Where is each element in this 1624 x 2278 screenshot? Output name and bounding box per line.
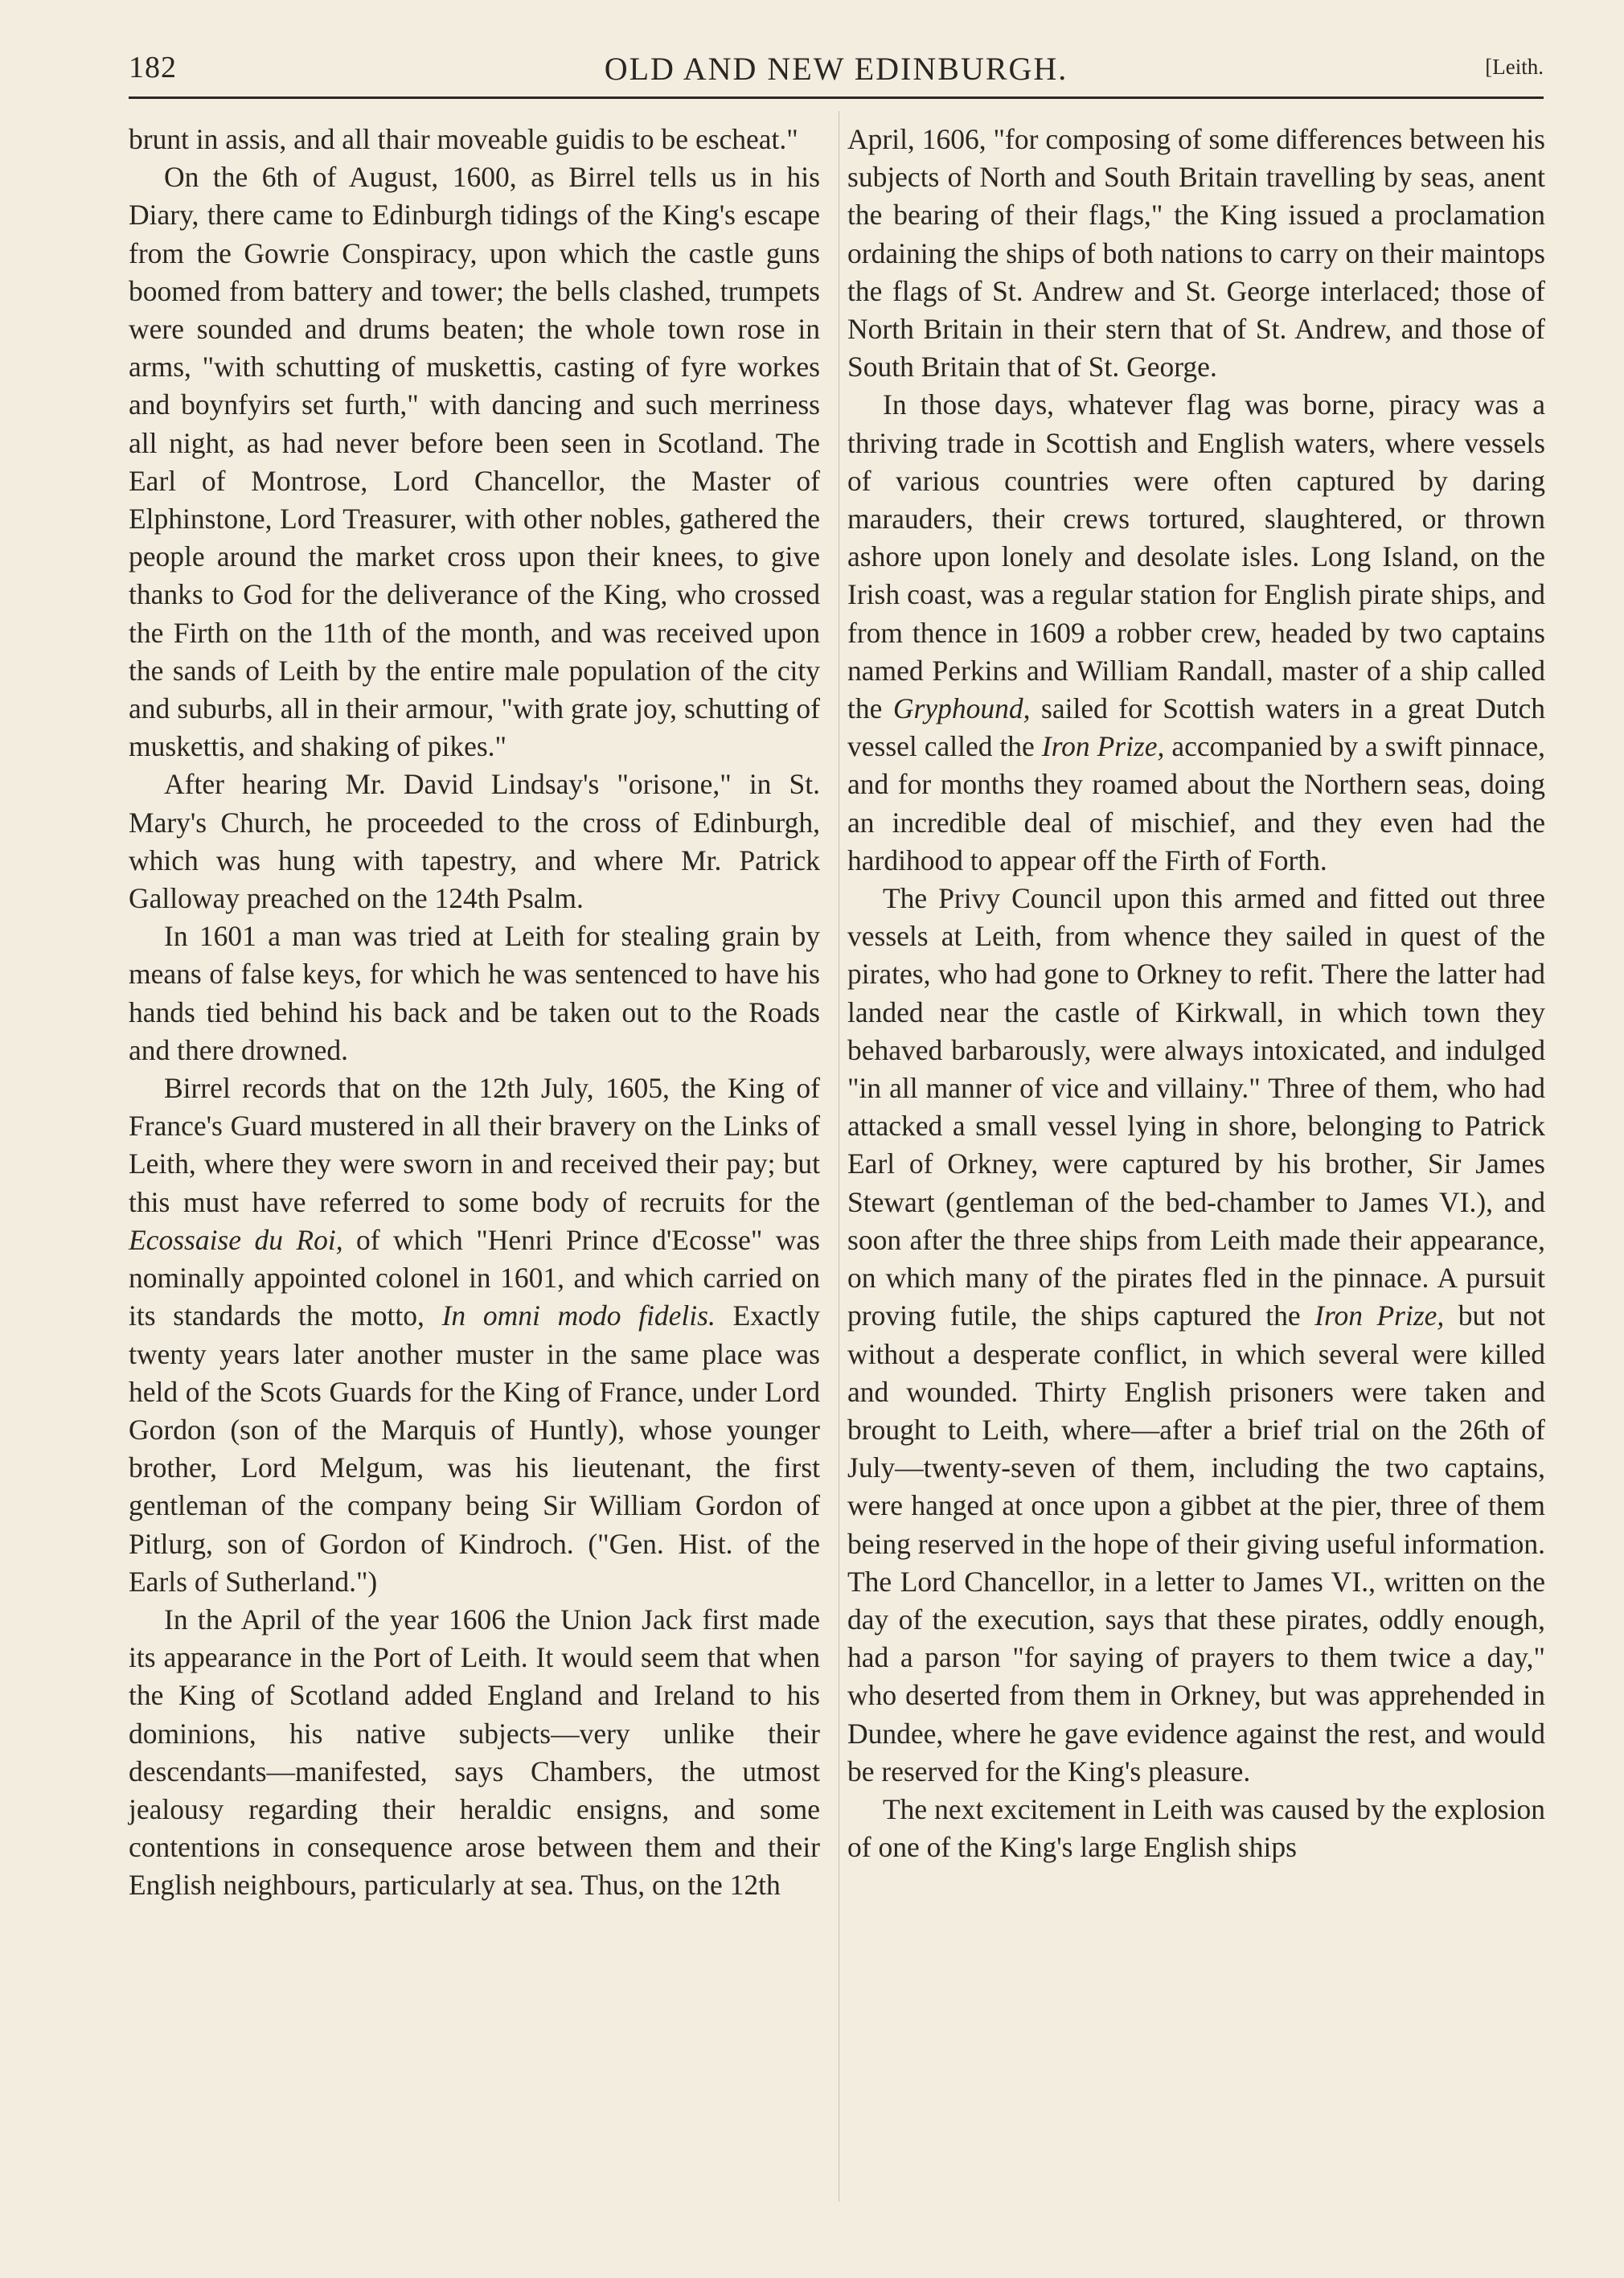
- paragraph: [847, 880, 1545, 1791]
- paragraph: April, 1606, "for composing of some differences between his subjects of North and South Britain travelling by seas, anent the bearing of their flags," the King issued a proclamation ordaining the ships of both nations to carry on their maintops the flags of St. Andrew and St. George interlaced; those of North Britain in their stern that of St. Andrew, and those of South Britain that of St. George.: [847, 123, 1545, 384]
- text-run: of which "Henri Prince d'Ecosse" was nominally appointed colonel in 1601, and which carried on its standards the motto,: [129, 1223, 821, 1332]
- paragraph: [847, 386, 1545, 880]
- page-header: [129, 50, 1544, 98]
- text-run: Birrel records that on the 12th July, 1605, the King of France's Guard mustered in all their bravery on the Links of Leith, where they were sworn in and received their pay; but this must have referred to some body of recruits for the: [129, 1072, 820, 1218]
- paragraph: brunt in assis, and all thair moveable guidis to be escheat.": [129, 123, 798, 155]
- text-run: but not without a desperate conflict, in which several were killed and wounded. Thirty English prisoners were taken and brought to Leith, where—after a brief trial on the 26th of July—twenty-seven of them, including the two captains, were hanged at once upon a gibbet at the pier, three of them being reserved in the hope of their giving useful information. The Lord Chancellor, in a letter to James VI., written on the day of the execution, says that these pirates, oddly enough, had a parson "for saying of prayers to them twice a day," who deserted from them in Orkney, but was apprehended in Dundee, where he gave evidence against the rest, and would be reserved for the King's pleasure.: [847, 1299, 1545, 1788]
- paragraph: In the April of the year 1606 the Union Jack first made its appearance in the Port of Leith. It would seem that when the King of Scotland added England and Ireland to his dominions, his native subjects—very unlike their descendants—manifested, says Chambers, the utmost jealousy regarding their heraldic ensigns, and some contentions in consequence arose between them and their English neighbours, particularly at sea. Thus, on the 12th: [129, 1603, 820, 1902]
- paragraph: After hearing Mr. David Lindsay's "orisone," in St. Mary's Church, he proceeded to the cross of Edinburgh, which was hung with tapestry, and where Mr. Patrick Galloway preached on the 124th Psalm.: [129, 768, 820, 915]
- text-run: accompanied by a swift pinnace, and for months they roamed about the Northern seas, doing an incredible deal of mischief, and they even had the hardihood to appear off the Firth of Forth.: [847, 730, 1545, 876]
- page-number: 182: [129, 51, 177, 84]
- text-run: Exactly twenty years later another muster in the same place was held of the Scots Guards for the King of France, under Lord Gordon (son of the Marquis of Huntly), whose younger brother, Lord Melgum, was his lieutenant, the first gentleman of the company being Sir William Gordon of Pitlurg, son of Gordon of Kindroch. ("Gen. Hist. of the Earls of Sutherland."): [129, 1299, 820, 1598]
- paragraph: On the 6th of August, 1600, as Birrel tells us in his Diary, there came to Edinburgh tidings of the King's escape from the Gowrie Conspiracy, upon which the castle guns boomed from battery and tower; the bells clashed, trumpets were sounded and drums beaten; the whole town rose in arms, "with schutting of muskettis, casting of fyre workes and boynfyirs set furth," with dancing and such merriness all night, as had never before been seen in Scotland. The Earl of Montrose, Lord Chancellor, the Master of Elphinstone, Lord Treasurer, with other nobles, gathered the people around the market cross upon their knees, to give thanks to God for the deliverance of the King, who crossed the Firth on the 11th of the month, and was received upon the sands of Leith by the entire male population of the city and suburbs, all in their armour, "with grate joy, schutting of muskettis, and shaking of pikes.": [129, 161, 820, 763]
- italic-text: Iron Prize,: [1041, 730, 1165, 763]
- paragraph: In 1601 a man was tried at Leith for stealing grain by means of false keys, for which he was sentenced to have his hands tied behind his back and be taken out to the Roads and there drowned.: [129, 920, 820, 1066]
- italic-text: Ecossaise du Roi,: [129, 1223, 343, 1256]
- text-run: In those days, whatever flag was borne, piracy was a thriving trade in Scottish and English waters, where vessels of various countries were often captured by daring marauders, their crews tortured, slaughtered, or thrown ashore upon lonely and desolate isles. Long Island, on the Irish coast, was a regular station for English pirate ships, and from thence in 1609 a robber crew, headed by two captains named Perkins and William Randall, master of a ship called the: [847, 388, 1545, 725]
- italic-text: Gryphound,: [892, 692, 1031, 725]
- text-run: sailed for Scottish waters in a great Dutch vessel called the: [847, 692, 1546, 763]
- right-column: [847, 121, 1545, 1866]
- left-column: [129, 121, 820, 1905]
- section-tag: [Leith.: [1485, 55, 1544, 79]
- header-rule: [129, 96, 1544, 99]
- paragraph: [129, 1069, 820, 1601]
- italic-text: Iron Prize,: [1314, 1299, 1445, 1332]
- paragraph: The next excitement in Leith was caused by the explosion of one of the King's large English ships: [847, 1792, 1545, 1864]
- italic-text: In omni modo fidelis.: [441, 1299, 716, 1332]
- text-run: The Privy Council upon this armed and fitted out three vessels at Leith, from whence they sailed in quest of the pirates, who had gone to Orkney to refit. There the latter had landed near the castle of Kirkwall, in which town they behaved barbarously, were always intoxicated, and indulged "in all manner of vice and villainy." Three of them, who had attacked a small vessel lying in shore, belonging to Patrick Earl of Orkney, were captured by his brother, Sir James Stewart (gentleman of the bed-chamber to James VI.), and soon after the three ships from Leith made their appearance, on which many of the pirates fled in the pinnace. A pursuit proving futile, the ships captured the: [847, 882, 1545, 1332]
- running-title: OLD AND NEW EDINBURGH.: [604, 51, 1068, 87]
